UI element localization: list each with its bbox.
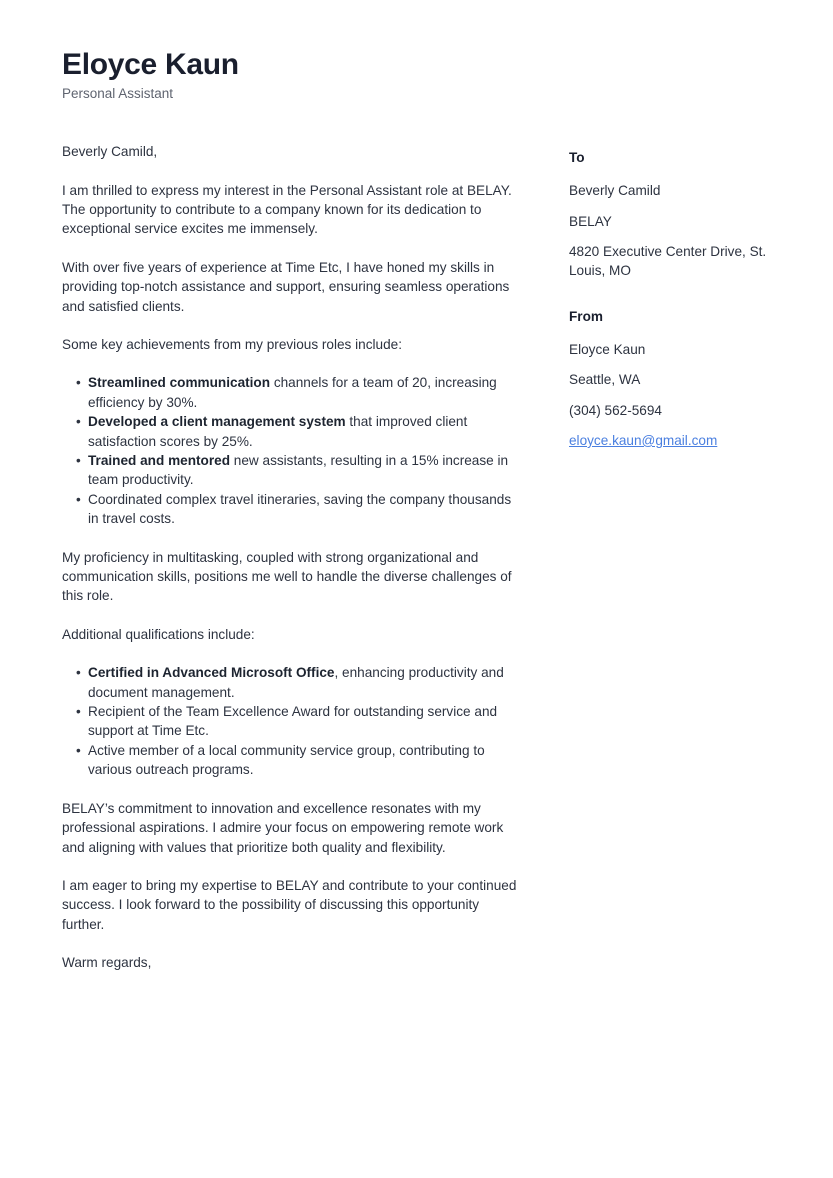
list-item-text: channels for a team of 20, increasing efficiency by 30%. (88, 375, 497, 410)
applicant-job-title: Personal Assistant (62, 85, 174, 101)
skills-paragraph: My proficiency in multitasking, coupled with strong organizational and communication skills, positions me well to handle the diverse challenges of this role. (62, 549, 512, 604)
recipient-address: 4820 Executive Center Drive, St. Louis, MO (569, 243, 767, 279)
sender-email-link[interactable]: eloyce.kaun@gmail.com (569, 432, 718, 448)
list-item (62, 373, 520, 412)
salutation: Beverly Camild, (62, 144, 158, 160)
list-item (62, 663, 520, 702)
sender-phone: (304) 562-5694 (569, 402, 662, 418)
letter-body-column (62, 142, 520, 991)
achievements-list (62, 373, 520, 528)
list-item-emphasis: Certified in Advanced Microsoft Office (88, 665, 335, 681)
recipient-company: BELAY (569, 213, 612, 229)
from-heading: From (569, 308, 603, 324)
company-fit-paragraph: BELAY’s commitment to innovation and excellence resonates with my professional aspirations. I admire your focus on empowering remote work and aligning with values that prioritize both quality and flexibility. (62, 800, 504, 855)
list-item-text: Coordinated complex travel itineraries, saving the company thousands in travel costs. (88, 491, 512, 527)
from-block (569, 307, 784, 451)
qualifications-list (62, 663, 520, 779)
list-item (62, 741, 520, 780)
sender-email-line (569, 431, 784, 450)
sender-name: Eloyce Kaun (569, 341, 646, 357)
letter-sidebar (569, 142, 784, 476)
to-heading: To (569, 150, 585, 166)
closing-paragraph: I am eager to bring my expertise to BELAY and contribute to your continued success. I look forward to the possibility of discussing this opportunity further. (62, 877, 517, 932)
achievements-intro: Some key achievements from my previous roles include: (62, 336, 402, 352)
list-item-emphasis: Streamlined communication (88, 375, 271, 391)
experience-paragraph: With over five years of experience at Time Etc, I have honed my skills in providing top-notch assistance and support, ensuring seamless operations and satisfied clients. (62, 259, 510, 314)
sender-location: Seattle, WA (569, 372, 641, 388)
intro-paragraph: I am thrilled to express my interest in the Personal Assistant role at BELAY. The opportunity to contribute to a company known for its dedication to exceptional service excites me immensely. (62, 182, 512, 237)
list-item-text: new assistants, resulting in a 15% increase in team productivity. (88, 453, 509, 488)
list-item-emphasis: Developed a client management system (88, 414, 346, 430)
list-item (62, 451, 520, 490)
list-item-emphasis: Trained and mentored (88, 453, 231, 469)
list-item-text: that improved client satisfaction scores by 25%. (88, 414, 468, 449)
sign-off: Warm regards, (62, 955, 152, 971)
qualifications-intro: Additional qualifications include: (62, 626, 255, 642)
list-item (62, 490, 520, 529)
applicant-name: Eloyce Kaun (62, 48, 239, 81)
to-block (569, 148, 784, 281)
list-item-text: Recipient of the Team Excellence Award for outstanding service and support at Time Etc. (88, 704, 498, 739)
list-item (62, 702, 520, 741)
list-item-text: , enhancing productivity and document management. (88, 665, 504, 700)
list-item-text: Active member of a local community service group, contributing to various outreach programs. (88, 742, 485, 778)
letter-columns (62, 142, 771, 991)
recipient-name: Beverly Camild (569, 183, 661, 199)
list-item (62, 412, 520, 451)
letter-header (62, 48, 771, 102)
